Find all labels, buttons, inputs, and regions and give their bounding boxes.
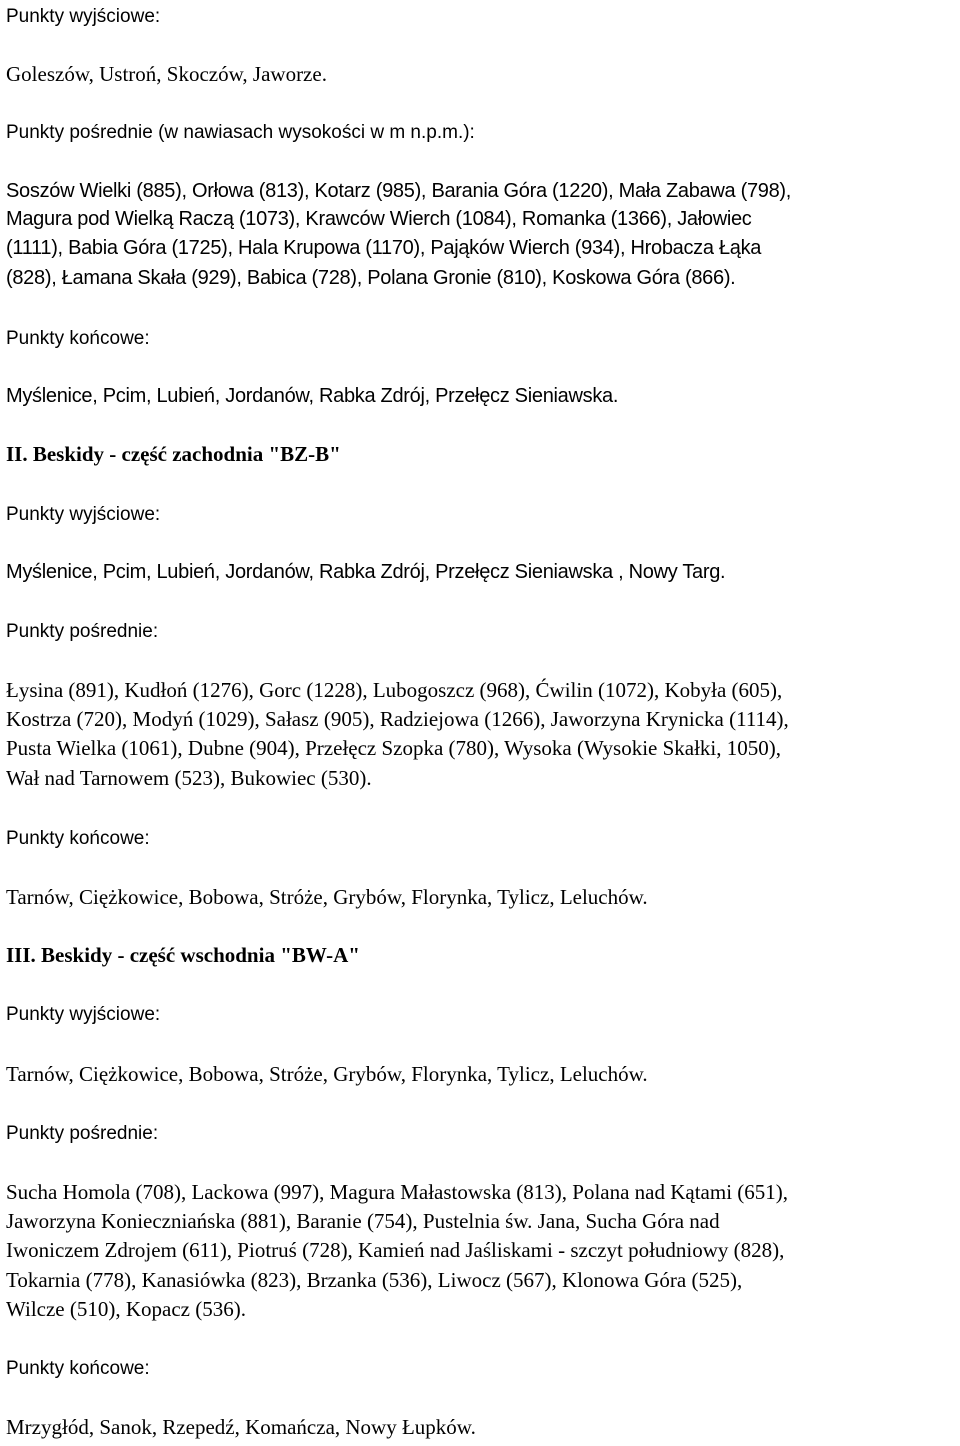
- section1-start-value: Goleszów, Ustroń, Skoczów, Jaworze.: [6, 62, 327, 86]
- section1-mid-label: Punkty pośrednie (w nawiasach wysokości w m n.p.m.):: [6, 122, 475, 143]
- section1-mid-line: (1111), Babia Góra (1725), Hala Krupowa (1170), Pająków Wierch (934), Hrobacza Łąka: [6, 237, 762, 259]
- section2-mid-line: Pusta Wielka (1061), Dubne (904), Przełęcz Szopka (780), Wysoka (Wysokie Skałki, 1050),: [6, 736, 782, 760]
- section1-start-label: Punkty wyjściowe:: [6, 6, 161, 27]
- section2-end-label: Punkty końcowe:: [6, 828, 150, 849]
- section1-end-label: Punkty końcowe:: [6, 328, 150, 349]
- section3-end-label: Punkty końcowe:: [6, 1358, 150, 1379]
- section2-mid-line: Wał nad Tarnowem (523), Bukowiec (530).: [6, 766, 372, 790]
- section1-mid-line: Magura pod Wielką Raczą (1073), Krawców Wierch (1084), Romanka (1366), Jałowiec: [6, 208, 752, 230]
- section1-mid-line: Soszów Wielki (885), Orłowa (813), Kotarz (985), Barania Góra (1220), Mała Zabawa (798),: [6, 180, 792, 202]
- section2-mid-line: Łysina (891), Kudłoń (1276), Gorc (1228), Lubogoszcz (968), Ćwilin (1072), Kobyła (605),: [6, 678, 783, 702]
- section3-start-label: Punkty wyjściowe:: [6, 1004, 161, 1025]
- section3-mid-line: Tokarnia (778), Kanasiówka (823), Brzanka (536), Liwocz (567), Klonowa Góra (525),: [6, 1268, 743, 1292]
- section3-mid-line: Wilcze (510), Kopacz (536).: [6, 1297, 246, 1321]
- section2-mid-label: Punkty pośrednie:: [6, 621, 159, 642]
- section3-mid-label: Punkty pośrednie:: [6, 1123, 159, 1144]
- section2-start-value: Myślenice, Pcim, Lubień, Jordanów, Rabka Zdrój, Przełęcz Sieniawska , Nowy Targ.: [6, 561, 726, 583]
- section1-end-value: Myślenice, Pcim, Lubień, Jordanów, Rabka Zdrój, Przełęcz Sieniawska.: [6, 385, 619, 407]
- section2-mid-line: Kostrza (720), Modyń (1029), Sałasz (905), Radziejowa (1266), Jaworzyna Krynicka (1114),: [6, 707, 789, 731]
- section2-end-value: Tarnów, Ciężkowice, Bobowa, Stróże, Grybów, Florynka, Tylicz, Leluchów.: [6, 885, 648, 909]
- section3-start-value: Tarnów, Ciężkowice, Bobowa, Stróże, Grybów, Florynka, Tylicz, Leluchów.: [6, 1062, 648, 1086]
- section2-start-label: Punkty wyjściowe:: [6, 504, 161, 525]
- section1-mid-line: (828), Łamana Skała (929), Babica (728), Polana Gronie (810), Koskowa Góra (866).: [6, 267, 736, 289]
- section3-heading: III. Beskidy - część wschodnia "BW-A": [6, 943, 360, 967]
- section3-mid-line: Iwoniczem Zdrojem (611), Piotruś (728), Kamień nad Jaśliskami - szczyt południowy (828),: [6, 1238, 785, 1262]
- section3-mid-line: Sucha Homola (708), Lackowa (997), Magura Małastowska (813), Polana nad Kątami (651),: [6, 1180, 789, 1204]
- section3-mid-line: Jaworzyna Konieczniańska (881), Baranie (754), Pustelnia św. Jana, Sucha Góra nad: [6, 1209, 720, 1233]
- section2-heading: II. Beskidy - część zachodnia "BZ-B": [6, 442, 341, 466]
- section3-end-value: Mrzygłód, Sanok, Rzepedź, Komańcza, Nowy Łupków.: [6, 1415, 476, 1439]
